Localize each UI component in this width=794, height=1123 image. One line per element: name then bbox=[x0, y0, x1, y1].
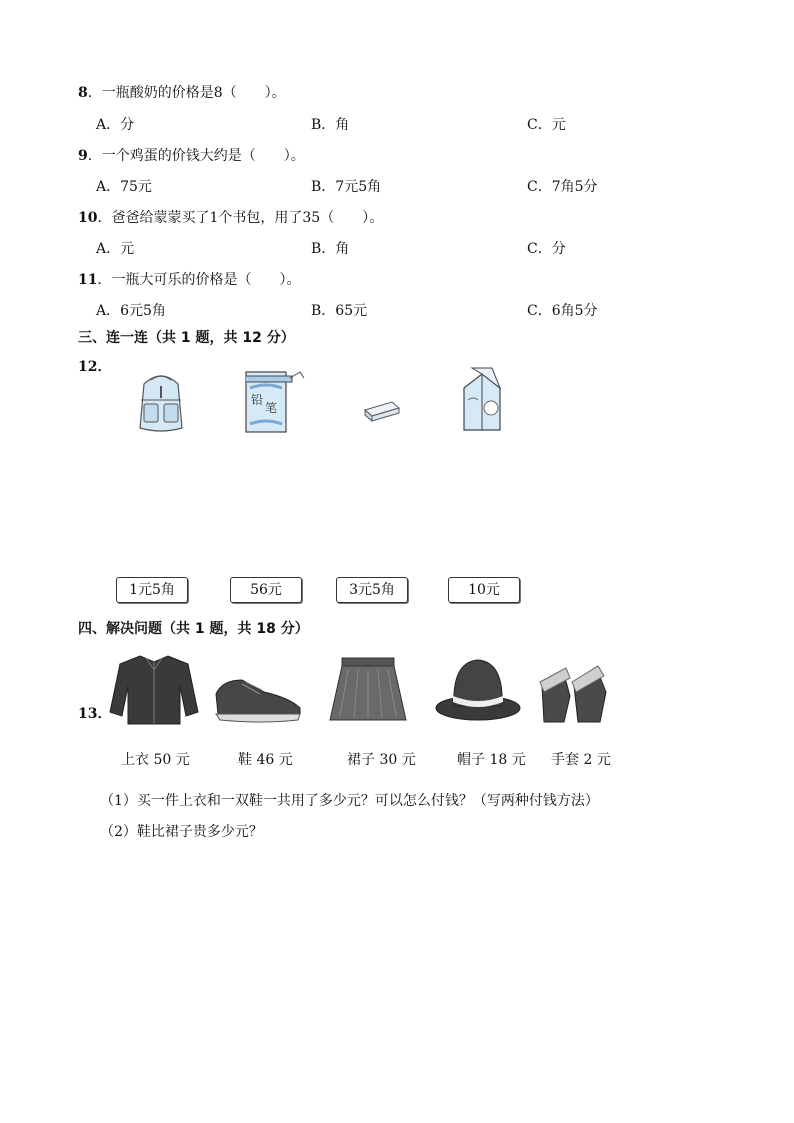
item-caption: 帽子 18 元 bbox=[457, 752, 526, 768]
option-b: B．角 bbox=[311, 241, 350, 257]
option-a: A．元 bbox=[96, 241, 135, 257]
section-title: 四、解决问题（共 1 题，共 18 分） bbox=[78, 621, 309, 637]
coat-picture bbox=[108, 652, 200, 726]
option-a: A．6元5角 bbox=[96, 303, 166, 319]
pencil-box-char: 铅 bbox=[251, 393, 264, 407]
gloves-picture bbox=[534, 656, 614, 726]
question-number: 8 bbox=[78, 85, 88, 101]
question-text: ．一瓶酸奶的价格是8（ ）。 bbox=[87, 85, 286, 101]
option-c: C．7角5分 bbox=[527, 179, 598, 195]
option-c: C．元 bbox=[527, 117, 566, 133]
price-box: 10元 bbox=[448, 577, 520, 603]
question-8 bbox=[78, 82, 286, 102]
question-number: 12． bbox=[78, 359, 112, 375]
skirt-picture bbox=[328, 654, 408, 724]
question-number: 9 bbox=[78, 148, 88, 164]
question-text: ．一个鸡蛋的价钱大约是（ ）。 bbox=[87, 148, 305, 164]
price-box: 3元5角 bbox=[336, 577, 408, 603]
option-b: B．65元 bbox=[311, 303, 368, 319]
question-11 bbox=[78, 269, 300, 289]
question-number: 10 bbox=[78, 210, 98, 226]
question-text: ．一瓶大可乐的价格是（ ）。 bbox=[97, 272, 301, 288]
price-box: 1元5角 bbox=[116, 577, 188, 603]
subquestion-1: （1）买一件上衣和一双鞋一共用了多少元？可以怎么付钱？（写两种付钱方法） bbox=[100, 793, 599, 809]
item-caption: 手套 2 元 bbox=[551, 752, 611, 768]
subquestion-2: （2）鞋比裙子贵多少元？ bbox=[100, 824, 263, 840]
option-b: B．角 bbox=[311, 117, 350, 133]
option-c: C．分 bbox=[527, 241, 566, 257]
question-9 bbox=[78, 145, 305, 165]
question-text: ．爸爸给蒙蒙买了1个书包，用了35（ ）。 bbox=[97, 210, 384, 226]
option-a: A．75元 bbox=[96, 179, 152, 195]
milk-carton-picture bbox=[458, 366, 508, 436]
item-caption: 裙子 30 元 bbox=[347, 752, 416, 768]
option-c: C．6角5分 bbox=[527, 303, 598, 319]
hat-picture bbox=[434, 656, 522, 722]
eraser-picture bbox=[362, 398, 402, 424]
item-caption: 鞋 46 元 bbox=[238, 752, 293, 768]
option-b: B．7元5角 bbox=[311, 179, 382, 195]
option-a: A．分 bbox=[96, 117, 135, 133]
pencil-box-char: 笔 bbox=[265, 401, 278, 415]
question-number: 11 bbox=[78, 272, 98, 288]
section-title: 三、连一连（共 1 题，共 12 分） bbox=[78, 330, 295, 346]
question-10 bbox=[78, 207, 383, 227]
price-box: 56元 bbox=[230, 577, 302, 603]
item-caption: 上衣 50 元 bbox=[121, 752, 190, 768]
shoe-picture bbox=[212, 672, 304, 724]
pencil-box-picture bbox=[240, 366, 306, 436]
schoolbag-picture bbox=[134, 370, 188, 434]
question-number: 13． bbox=[78, 706, 112, 722]
